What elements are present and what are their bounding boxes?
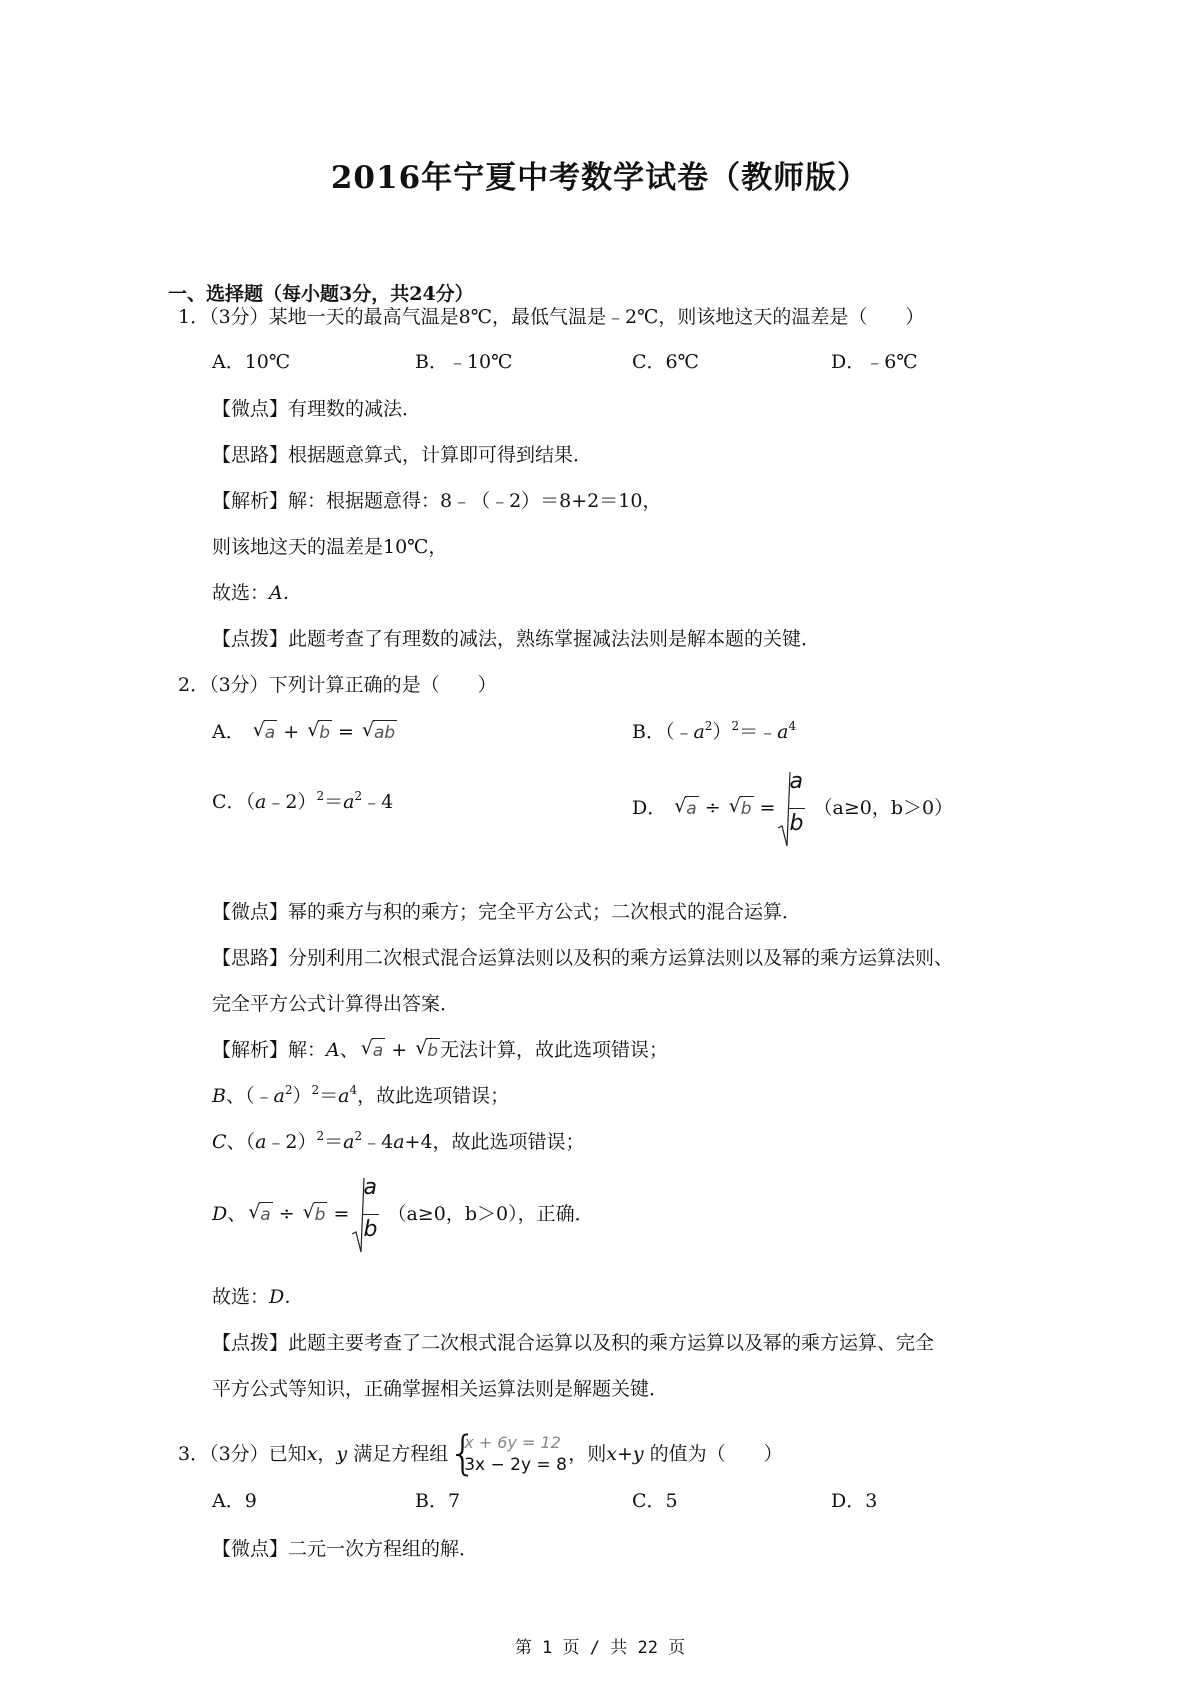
q1-jiexi-2: 则该地这天的温差是10℃， — [212, 536, 448, 558]
q3-weidian: 【微点】二元一次方程组的解． — [212, 1538, 479, 1560]
q1-weidian: 【微点】有理数的减法． — [212, 398, 422, 420]
q2-dianbo-1: 【点拨】此题主要考查了二次根式混合运算以及积的乘方运算以及幂的乘方运算、完全 — [212, 1332, 935, 1354]
q2-option-a: A． √ a + √ b = √ ab — [212, 719, 396, 743]
q1-option-a: A．10℃ — [212, 351, 291, 373]
q3-option-b: B．7 — [415, 1490, 461, 1512]
q1-dianbo: 【点拨】此题考查了有理数的减法，熟练掌握减法法则是解本题的关键． — [212, 628, 821, 650]
sqrt-a: √ a — [674, 795, 697, 819]
sqrt-a: √ a — [252, 719, 276, 743]
sqrt-fraction-a-over-b: $\frac{a}{b}$ — [351, 1176, 379, 1254]
q1-silu: 【思路】根据题意算式，计算即可得到结果． — [212, 444, 593, 466]
q2-option-d-label: D． — [632, 797, 667, 819]
section-heading: 一、选择题（每小题3分，共24分） — [168, 283, 474, 305]
question-1-stem: 1．（3分）某地一天的最高气温是8℃，最低气温是﹣2℃，则该地这天的温差是（ ） — [178, 306, 925, 328]
q3-stem-pre: 3．（3分）已知 — [178, 1443, 307, 1465]
q2-jiexi-d-tail: （a≥0，b＞0），正确． — [387, 1203, 594, 1225]
q1-answer — [212, 581, 302, 605]
q2-option-b: B．$(﹣a^2)^2=﹣a^4$ — [632, 719, 797, 743]
q2-option-c: C．$(a﹣2)^2=a^2﹣4$ — [212, 789, 394, 813]
q2-jiexi-a: 【解析】解：A、 √ a + √ b 无法计算，故此选项错误； — [212, 1037, 668, 1061]
q1-jiexi: 【解析】解：根据题意得：8﹣（﹣2）＝8+2＝10， — [212, 490, 662, 512]
sqrt-a: √ a — [248, 1201, 271, 1225]
q2-jiexi-c: C、$(a﹣2)^2=a^2﹣4a+4$，故此选项错误； — [212, 1129, 585, 1153]
equation-2: 3x − 2y = 8 — [464, 1455, 567, 1475]
q1-option-d: D．﹣6℃ — [831, 351, 918, 373]
sqrt-b: √ b — [728, 795, 752, 819]
q2-jiexi-prefix: 【解析】解： — [212, 1039, 327, 1061]
q3-option-d: D．3 — [831, 1490, 878, 1512]
sqrt-b: √ b — [302, 1201, 326, 1225]
sqrt-a: √ a — [360, 1037, 384, 1061]
q1-answer-value: A． — [269, 582, 302, 604]
q2-jiexi-b: B、$(﹣a^2)^2=a^4$，故此选项错误； — [212, 1083, 510, 1107]
q2-option-d: D． √ a ÷ √ b = $\frac{a}{b}$ （a≥0，b＞0） — [632, 770, 953, 848]
equation-1: x + 6y = 12 — [464, 1433, 561, 1452]
page-footer: 第 1 页 / 共 22 页 — [514, 1638, 686, 1658]
q2-option-b-label: B．（﹣ — [632, 721, 694, 743]
q3-option-c: C．5 — [632, 1490, 678, 1512]
question-3-stem: 3．（3分）已知x，y 满足方程组 { x + 6y = 12 3x − 2y = 8 ，则x+y 的值为（ ） — [178, 1426, 783, 1480]
q2-answer — [212, 1285, 303, 1309]
q2-dianbo-2: 平方公式等知识，正确掌握相关运算法则是解题关键． — [212, 1378, 669, 1400]
question-2-stem: 2．（3分）下列计算正确的是（ ） — [178, 674, 497, 696]
q2-jiexi-c-tail: ，故此选项错误； — [432, 1131, 585, 1153]
q2-option-d-condition: （a≥0，b＞0） — [813, 797, 954, 819]
q2-jiexi-b-tail: ，故此选项错误； — [357, 1085, 510, 1107]
q2-silu-2: 完全平方公式计算得出答案． — [212, 993, 460, 1015]
sqrt-b: √ b — [415, 1037, 438, 1061]
sqrt-b: √ b — [307, 719, 330, 743]
q1-option-b: B．﹣10℃ — [415, 351, 513, 373]
q2-option-c-label: C．（ — [212, 791, 256, 813]
sqrt-ab: √ ab — [362, 719, 396, 743]
q2-silu-1: 【思路】分别利用二次根式混合运算法则以及积的乘方运算法则以及幂的乘方运算法则、 — [212, 947, 954, 969]
q2-weidian: 【微点】幂的乘方与积的乘方；完全平方公式；二次根式的混合运算． — [212, 901, 802, 923]
equation-system: { x + 6y = 12 3x − 2y = 8 — [448, 1426, 567, 1480]
q2-option-a-label: A． — [212, 721, 245, 743]
q3-stem-mid: 满足方程组 — [353, 1443, 449, 1465]
q1-option-c: C．6℃ — [632, 351, 699, 373]
q2-answer-value: D． — [269, 1286, 304, 1308]
q1-answer-label: 故选： — [212, 582, 270, 604]
sqrt-fraction-a-over-b: $\frac{a}{b}$ — [777, 770, 805, 848]
page-title: 2016年宁夏中考数学试卷（教师版） — [330, 160, 870, 196]
q3-option-a: A．9 — [212, 1490, 257, 1512]
q2-answer-label: 故选： — [212, 1286, 270, 1308]
q3-stem-end: 的值为（ ） — [649, 1443, 783, 1465]
q2-jiexi-a-tail: 无法计算，故此选项错误； — [439, 1039, 668, 1061]
q3-stem-post: ，则 — [568, 1443, 607, 1465]
q2-jiexi-d: D、 √ a ÷ √ b = $\frac{a}{b}$ （a≥0，b＞0），正确． — [212, 1176, 594, 1254]
